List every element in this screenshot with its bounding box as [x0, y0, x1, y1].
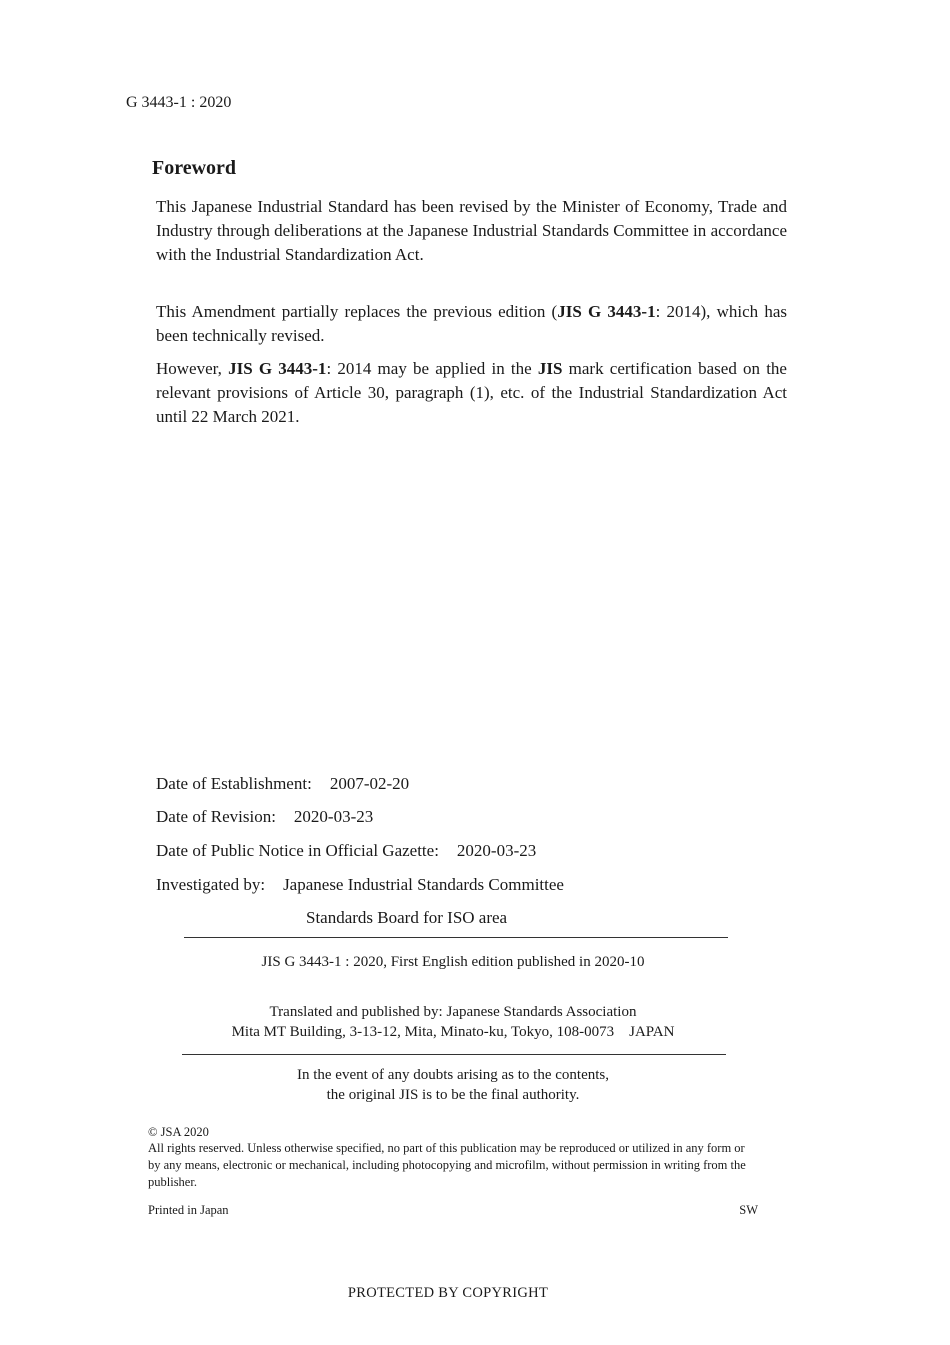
p2-text-a: This Amendment partially replaces the previous edition (	[156, 302, 558, 321]
gazette-label: Date of Public Notice in Official Gazette:	[156, 841, 439, 860]
printed-in-japan: Printed in Japan	[148, 1203, 229, 1217]
investigated-label: Investigated by:	[156, 875, 266, 894]
investigated-line-1: Japanese Industrial Standards Committee	[283, 875, 564, 894]
printed-line	[148, 1202, 758, 1219]
date-of-establishment	[156, 774, 409, 794]
establishment-label: Date of Establishment:	[156, 774, 312, 793]
notice-line-2: the original JIS is to be the final authority.	[326, 1087, 580, 1103]
foreword-paragraph-2	[156, 300, 787, 348]
p2-text-c: : 2014), which has been technically revised.	[156, 302, 788, 345]
copyright-line: © JSA 2020	[148, 1125, 209, 1139]
publisher-line-1: Translated and published by: Japanese Standards Association	[269, 1004, 637, 1020]
date-of-revision	[156, 807, 373, 827]
revision-label: Date of Revision:	[156, 807, 276, 826]
foreword-heading: Foreword	[152, 157, 237, 179]
authority-notice	[0, 1065, 906, 1105]
document-id: G 3443-1 : 2020	[126, 94, 232, 111]
rights-statement: All rights reserved. Unless otherwise specified, no part of this publication may be reproduced or utilized in any form or by any means, electronic or mechanical, including photocopying and microfilm, without permission in writing from the publisher.	[148, 1141, 746, 1189]
investigated-by	[156, 875, 564, 895]
establishment-value: 2007-02-20	[329, 774, 410, 793]
divider-top	[184, 937, 728, 938]
divider-bottom	[182, 1054, 726, 1055]
gazette-value: 2020-03-23	[456, 841, 537, 860]
revision-value: 2020-03-23	[293, 807, 374, 826]
p3-standard-ref: JIS G 3443-1	[228, 359, 327, 378]
foreword-paragraph-1: This Japanese Industrial Standard has been revised by the Minister of Economy, Trade and Industry through deliberations at the Japanese Industrial Standards Committee in accordance with the Industrial Standardization Act.	[156, 197, 787, 264]
publisher-code: SW	[739, 1203, 758, 1217]
notice-line-1: In the event of any doubts arising as to the contents,	[296, 1067, 609, 1083]
p3-text-c: : 2014 may be applied in the	[326, 359, 538, 378]
p2-standard-ref: JIS G 3443-1	[557, 302, 656, 321]
foreword-paragraph-3	[156, 357, 787, 429]
edition-line: JIS G 3443-1 : 2020, First English edition published in 2020-10	[261, 954, 645, 970]
p3-text-e: mark certification based on the relevant provisions of Article 30, paragraph (1), etc. of the Industrial Standardization Act until 22 March 2021.	[156, 359, 787, 426]
date-of-gazette-notice	[156, 841, 536, 861]
p3-text-a: However,	[156, 359, 229, 378]
protected-footer: PROTECTED BY COPYRIGHT	[347, 1285, 549, 1301]
investigated-line-2: Standards Board for ISO area	[306, 908, 508, 927]
publisher-block	[0, 1002, 906, 1042]
publisher-address: Mita MT Building, 3-13-12, Mita, Minato-ku, Tokyo, 108-0073 JAPAN	[231, 1024, 675, 1040]
p3-jis-ref: JIS	[537, 359, 563, 378]
